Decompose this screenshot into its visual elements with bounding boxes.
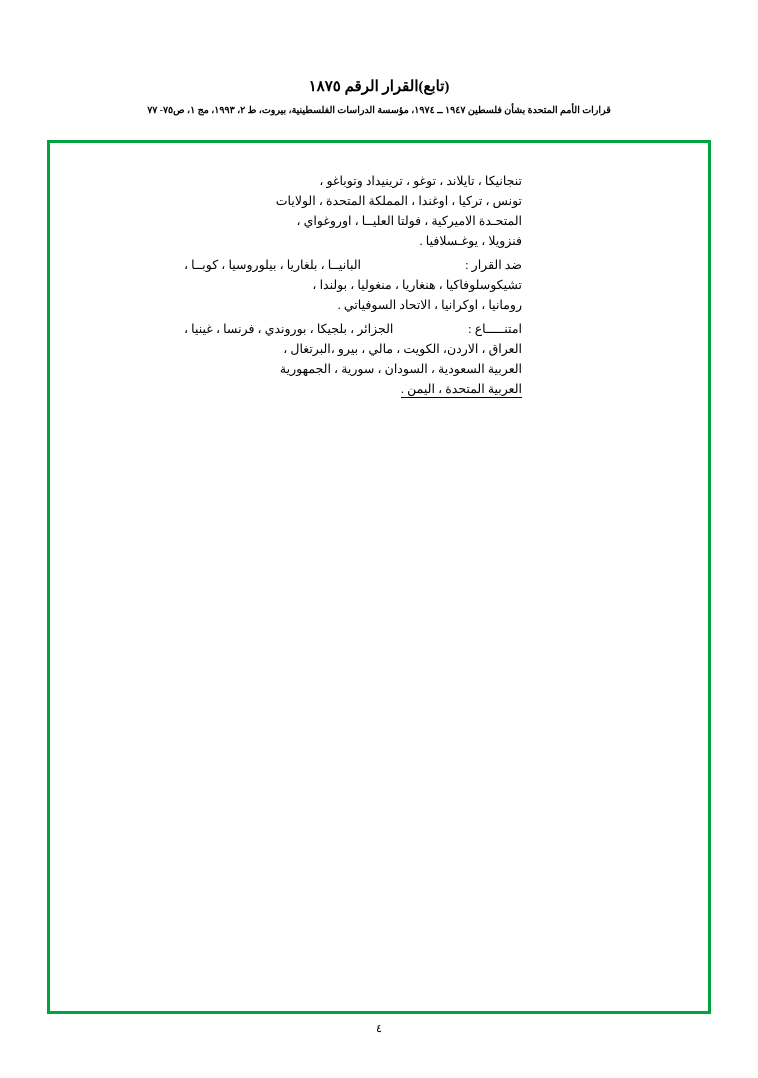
line-text: العربية السعودية ، السودان ، سورية ، الجمهورية — [279, 362, 522, 376]
page-number: ٤ — [376, 1023, 382, 1035]
vote-block-against — [184, 255, 522, 315]
text-line-with-label — [184, 319, 522, 339]
text-line — [184, 191, 522, 211]
vote-block-abstained — [184, 319, 522, 399]
line-text: البانيــا ، بلغاريا ، بيلوروسيا ، كوبــا ، — [184, 258, 362, 272]
text-line — [184, 339, 522, 359]
line-text: تنجانيكا ، تايلاند ، توغو ، ترينيداد وتوباغو ، — [319, 174, 522, 188]
text-line — [184, 211, 522, 231]
line-text: المتحـدة الاميركية ، فولتا العليــا ، اوروغواي ، — [296, 214, 522, 228]
text-line-with-label — [184, 255, 522, 275]
vote-label-abstained: امتنـــــاع : — [468, 322, 522, 336]
text-line — [184, 379, 522, 399]
document-title: (تابع)القرار الرقم ١٨٧٥ — [308, 79, 450, 95]
line-text: العربية المتحدة ، اليمن . — [400, 382, 522, 396]
green-bordered-content-frame — [47, 140, 711, 1014]
text-line — [184, 359, 522, 379]
line-text: رومانيا ، اوكرانيا ، الاتحاد السوفياتي . — [337, 298, 522, 312]
line-text: تشيكوسلوفاكيا ، هنغاريا ، منغوليا ، بولندا ، — [312, 278, 522, 292]
document-source-citation: قرارات الأمم المتحدة بشأن فلسطين ١٩٤٧ ــ ١٩٧٤، مؤسسة الدراسات الفلسطينية، بيروت، ط ٢، ١٩٩٣، مج ١، ص٧٥- ٧٧ — [147, 105, 611, 116]
line-text: تونس ، تركيا ، اوغندا ، المملكة المتحدة ، الولايات — [275, 194, 522, 208]
line-text: الجزائر ، بلجيكا ، بوروندي ، فرنسا ، غينيا ، — [184, 322, 394, 336]
text-line — [184, 275, 522, 295]
resolution-vote-text — [184, 171, 522, 403]
line-text: فنزويلا ، يوغـسلافيا . — [419, 234, 522, 248]
vote-block-continuation — [184, 171, 522, 251]
text-line — [184, 295, 522, 315]
vote-label-against: ضد القرار : — [465, 258, 522, 272]
text-line — [184, 171, 522, 191]
text-line — [184, 231, 522, 251]
page-header — [0, 78, 758, 116]
line-text: العراق ، الاردن، الكويت ، مالي ، بيرو ،البرتغال ، — [283, 342, 522, 356]
